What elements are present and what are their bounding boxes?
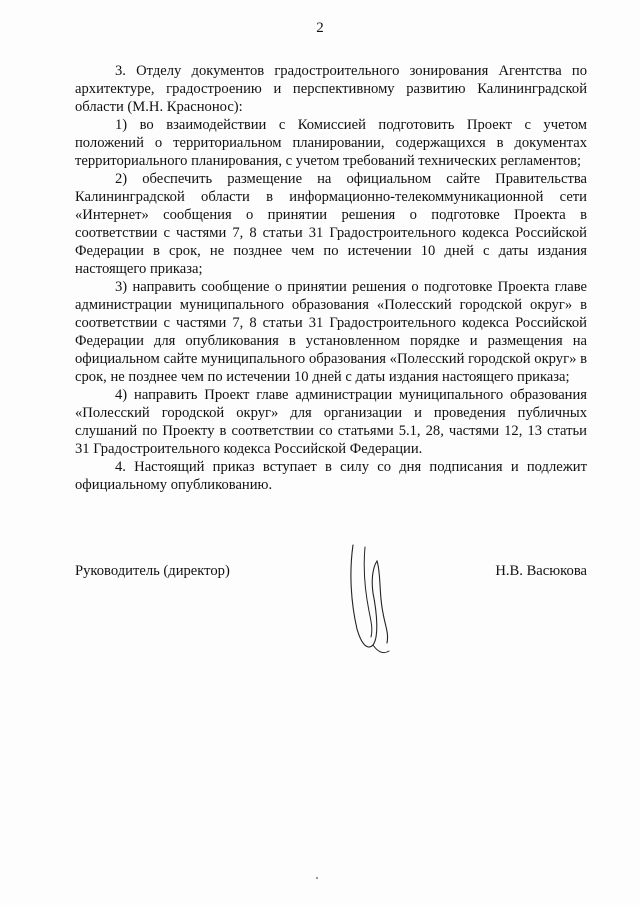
paragraph-item-3: 3. Отделу документов градостроительного зонирования Агентства по архитектуре, градостроению и перспективному развитию Калининградской области (М.Н. Краснонос): xyxy=(75,63,587,115)
scan-artifact xyxy=(316,877,318,879)
signature-block xyxy=(75,563,587,663)
paragraph-subitem-2: 2) обеспечить размещение на официальном сайте Правительства Калининградской области в информационно-телекоммуникационной сети «Интернет» сообщения о принятии решения о подготовке Проекта в соответствии с частями 7, 8 статьи 31 Градостроительного кодекса Российской Федерации в срок, не позднее чем по истечении 10 дней с даты издания настоящего приказа; xyxy=(75,171,587,277)
document-body xyxy=(75,62,587,494)
paragraph-subitem-1: 1) во взаимодействии с Комиссией подготовить Проект с учетом положений о территориальном планировании, содержащихся в документах территориального планирования, с учетом требований технических регламентов; xyxy=(75,117,587,169)
paragraph-subitem-4: 4) направить Проект главе администрации муниципального образования «Полесский городской округ» для организации и проведения публичных слушаний по Проекту в соответствии со статьями 5.1, 28, частями 12, 13 статьи 31 Градостроительного кодекса Российской Федерации. xyxy=(75,387,587,457)
paragraph-item-4: 4. Настоящий приказ вступает в силу со дня подписания и подлежит официальному опубликованию. xyxy=(75,459,587,493)
signatory-name: Н.В. Васюкова xyxy=(495,563,587,579)
paragraph-subitem-3: 3) направить сообщение о принятии решения о подготовке Проекта главе администрации муниципального образования «Полесский городской округ» в соответствии с частями 7, 8 статьи 31 Градостроительного кодекса Российской Федерации для опубликования в установленном порядке и размещения на официальном сайте муниципального образования «Полесский городской округ» в срок, не позднее чем по истечении 10 дней с даты издания настоящего приказа; xyxy=(75,279,587,385)
signatory-title: Руководитель (директор) xyxy=(75,563,230,579)
page-number: 2 xyxy=(316,20,324,36)
handwritten-signature xyxy=(343,533,403,658)
